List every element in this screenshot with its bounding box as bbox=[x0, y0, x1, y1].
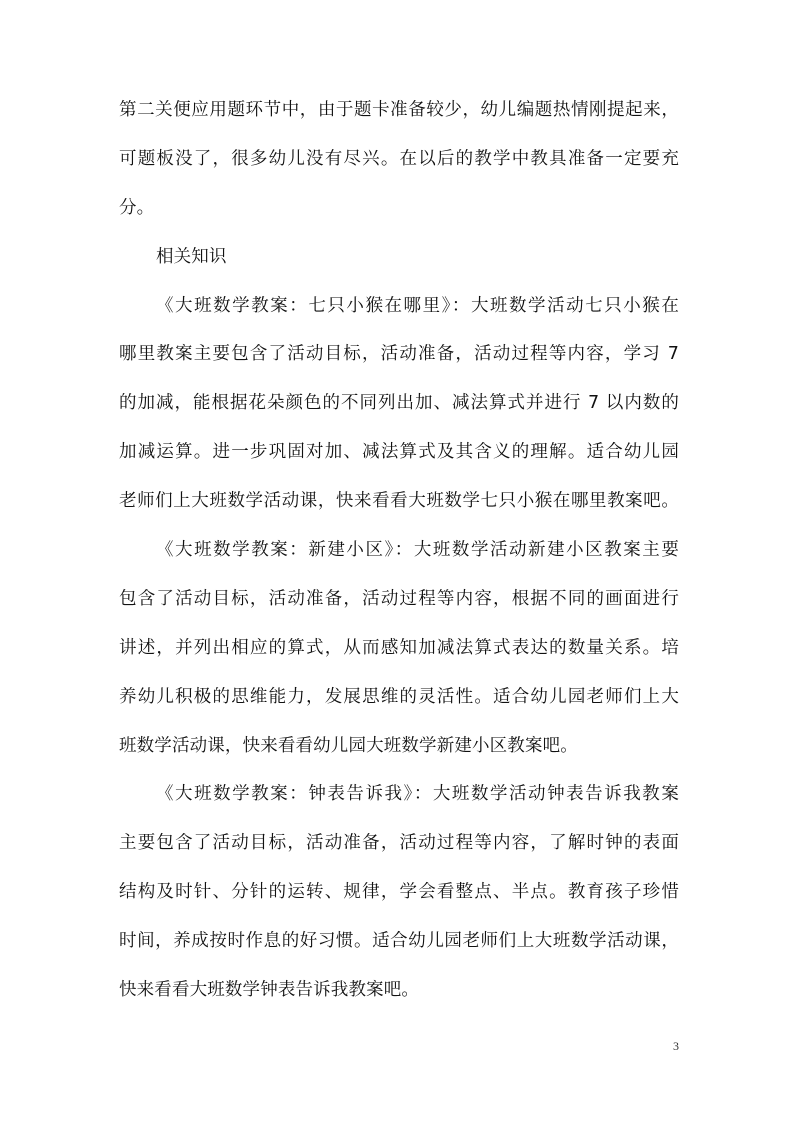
text-line: 《大班数学教案：钟表告诉我》：大班数学活动钟表告诉我教案 bbox=[156, 784, 679, 805]
text-line: 主要包含了活动目标，活动准备，活动过程等内容，了解时钟的表面 bbox=[119, 833, 679, 854]
text-line: 班数学活动课，快来看看幼儿园大班数学新建小区教案吧。 bbox=[119, 735, 578, 756]
section-heading: 相关知识 bbox=[156, 246, 227, 267]
text-line: 包含了活动目标，活动准备，活动过程等内容，根据不同的画面进行 bbox=[119, 588, 679, 609]
text-line: 加减运算。进一步巩固对加、减法算式及其含义的理解。适合幼儿园 bbox=[119, 442, 679, 463]
text-line: 老师们上大班数学活动课，快来看看大班数学七只小猴在哪里教案吧。 bbox=[119, 491, 679, 512]
text-line: 养幼儿积极的思维能力，发展思维的灵活性。适合幼儿园老师们上大 bbox=[119, 686, 679, 707]
text-line: 分。 bbox=[119, 197, 155, 218]
text-line: 哪里教案主要包含了活动目标，活动准备，活动过程等内容，学习 7 bbox=[119, 344, 679, 365]
text-line: 时间，养成按时作息的好习惯。适合幼儿园老师们上大班数学活动课， bbox=[119, 931, 679, 952]
text-line: 讲述，并列出相应的算式，从而感知加减法算式表达的数量关系。培 bbox=[119, 637, 679, 658]
text-line: 的加减，能根据花朵颜色的不同列出加、减法算式并进行 7 以内数的 bbox=[119, 393, 679, 414]
page-number: 3 bbox=[673, 1039, 679, 1053]
text-line: 可题板没了，很多幼儿没有尽兴。在以后的教学中教具准备一定要充 bbox=[119, 148, 679, 169]
text-line: 《大班数学教案：七只小猴在哪里》：大班数学活动七只小猴在 bbox=[156, 295, 679, 316]
text-line: 快来看看大班数学钟表告诉我教案吧。 bbox=[119, 980, 420, 1001]
text-line: 《大班数学教案：新建小区》：大班数学活动新建小区教案主要 bbox=[156, 540, 679, 561]
text-line: 结构及时针、分针的运转、规律，学会看整点、半点。教育孩子珍惜 bbox=[119, 882, 679, 903]
text-line: 第二关便应用题环节中，由于题卡准备较少，幼儿编题热情刚提起来， bbox=[119, 100, 679, 120]
body-text bbox=[119, 90, 679, 1019]
